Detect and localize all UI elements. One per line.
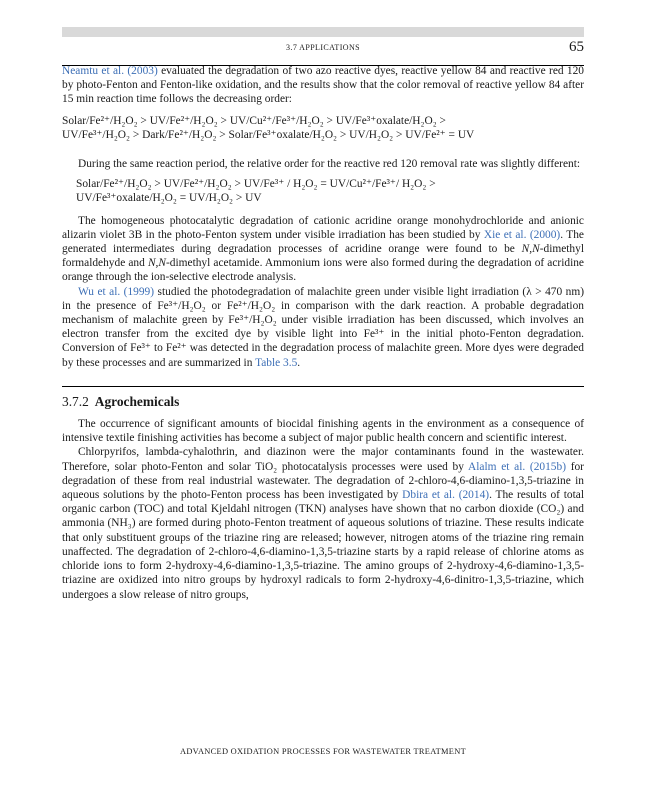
order-line: Solar/Fe²⁺/H₂O₂ > UV/Fe²⁺/H₂O₂ > UV/Fe³⁺ / H₂O₂ = UV/Cu²⁺/Fe³⁺/ H₂O₂ > xyxy=(76,178,436,191)
running-header xyxy=(62,27,584,66)
order-list-red120 xyxy=(76,177,584,205)
paragraph-red120: During the same reaction period, the relative order for the reactive red 120 removal rate was slightly different: xyxy=(78,158,581,171)
citation-link[interactable]: Dbira et al. (2014) xyxy=(402,489,490,502)
order-line: UV/Fe³⁺/H₂O₂ > Dark/Fe²⁺/H₂O₂ > Solar/Fe³⁺oxalate/H₂O₂ > UV/H₂O₂ > UV/Fe²⁺ = UV xyxy=(62,128,475,141)
section-heading xyxy=(62,386,584,409)
citation-link[interactable]: Alalm et al. (2015b) xyxy=(468,460,566,473)
order-line: UV/Fe³⁺oxalate/H₂O₂ = UV/H₂O₂ > UV xyxy=(76,192,262,205)
paragraph-neamtu: Neamtu et al. (2003) evaluated the degradation of two azo reactive dyes, reactive yellow 84 and reactive red 120 by photo-Fenton and Fenton-like oxidation, and the results show that the color removal of reactive yellow 84 after 15 min reaction time follows the decreasing order: xyxy=(62,65,584,106)
citation-link[interactable]: Wu et al. (1999) xyxy=(78,285,155,298)
order-list-yellow84 xyxy=(62,114,584,142)
citation-link[interactable]: Xie et al. (2000) xyxy=(483,228,561,241)
order-line: Solar/Fe²⁺/H₂O₂ > UV/Fe²⁺/H₂O₂ > UV/Cu²⁺/Fe³⁺/H₂O₂ > UV/Fe³⁺oxalate/H₂O₂ > xyxy=(62,114,446,127)
section-number: 3.7.2 xyxy=(62,393,89,409)
table-reference-link[interactable]: Table 3.5 xyxy=(255,356,298,369)
running-footer: ADVANCED OXIDATION PROCESSES FOR WASTEWATER TREATMENT xyxy=(179,747,466,756)
paragraph-chlorpyrifos: Chlorpyrifos, lambda-cyhalothrin, and diazinon were the major contaminants found in the wastewater. Therefore, solar photo-Fenton and solar TiO₂ photocatalysis processes were used by Alalm et al. (2015b) for degradation of these from real industrial wastewater. The degradation of 2-chloro-4,6-diamino-1,3,5-triazine in aqueous solutions by the photo-Fenton process has been investigated by Dbira et al. (2014). The results of total organic carbon (TOC) and total Kjeldahl nitrogen (TKN) analyses have shown that no carbon dioxide (CO₂) and ammonia (NH₃) are formed during photo-Fenton treatment of aqueous solutions of triazine. These results indicate that only substituent groups of the triazine ring are released; however, nitrogen atoms of the triazine ring remain unaffected. The degradation of 2-chloro-4,6-diamino-1,3,5-triazine starts by a rapid release of chlorine atoms as chloride ions to form 2-hydroxy-4,6-diamino-1,3,5-triazine. The amino groups of 2-hydroxy-4,6-diamino-1,3,5-triazine are oxidized into nitro groups by hydroxyl radicals to form 2-hydroxy-4,6-dinitro-1,3,5-triazine, which undergoes a slow release of nitro groups, xyxy=(62,446,584,601)
section-title: Agrochemicals xyxy=(94,393,180,409)
running-head-section: 3.7 APPLICATIONS xyxy=(286,43,360,52)
paragraph-malachite: Wu et al. (1999) studied the photodegradation of malachite green under visible light irradiation (λ > 470 nm) in the presence of Fe³⁺/H₂O₂ or Fe²⁺/H₂O₂ in comparison with the dark reaction. A probable degradation mechanism of malachite green by Fe³⁺/H₂O₂ under visible irradiation has been discussed, which involves an electron transfer from the excited dye by visible light into Fe³⁺ in the initial photo-Fenton degradation. Conversion of Fe³⁺ to Fe²⁺ was detected in the degradation process of malachite green. More dyes were degraded by these processes and are summarized in Table 3.5. xyxy=(62,285,584,369)
citation-link[interactable]: Neamtu et al. (2003) xyxy=(62,65,158,77)
page-body xyxy=(62,64,584,602)
paragraph-acridine: The homogeneous photocatalytic degradation of cationic acridine orange monohydrochloride and anionic alizarin violet 3B in the photo-Fenton system under visible irradiation has been studied by Xie et al. (2000). The generated intermediates during degradation processes of acridine orange were found to be N,N-dimethyl formaldehyde and N,N-dimethyl acetamide. Ammonium ions were also formed during the degradation of acridine orange through the ion-selective electrode analysis. xyxy=(62,214,584,284)
paragraph-biocidal: The occurrence of significant amounts of biocidal finishing agents in the environment as a consequence of intensive textile finishing activities has become a subject of major public health concern and scientific interest. xyxy=(62,418,584,445)
page-number: 65 xyxy=(569,39,584,55)
